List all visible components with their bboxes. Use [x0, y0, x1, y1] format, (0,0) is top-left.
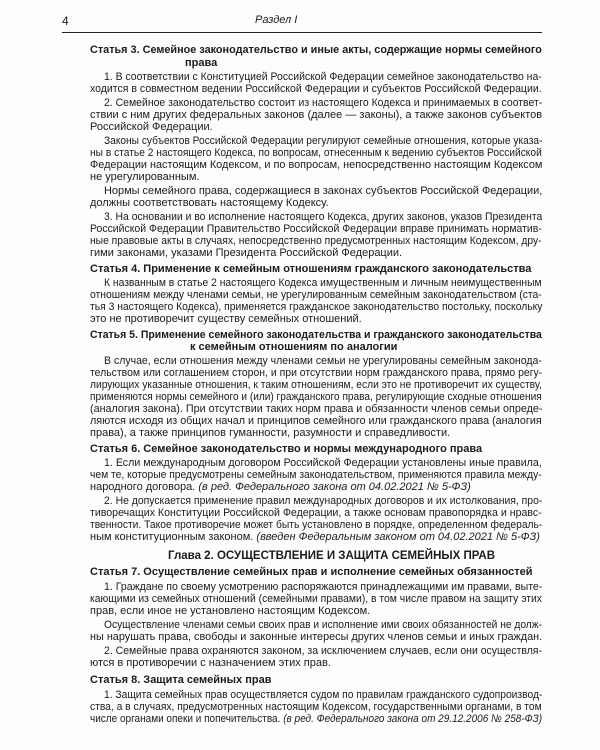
paragraph-line: 1. Граждане по своему усмотрению распоряжаются принадлежащими им правами, выте- [104, 581, 543, 593]
paragraph-line: должны соответствовать настоящему Кодексу. [90, 197, 329, 209]
paragraph-line: 3. На основании и во исполнение настоящего Кодекса, других законов, указов Президента [104, 211, 543, 223]
paragraph-line: К названным в статье 2 настоящего Кодекса имущественным и личным неимущественным [104, 277, 542, 289]
paragraph-line: 2. Не допускается применение правил международных договоров и их истолкования, про- [104, 495, 543, 507]
paragraph-line: лирующих указанные отношения, к таким отношениям, если это не противоречит их существу, [90, 379, 542, 391]
paragraph-line: не урегулированным. [90, 171, 200, 183]
paragraph-line: Федерации настоящим Кодексом, и по вопросам, непосредственно настоящим Кодексом [90, 159, 543, 171]
header-rule [62, 32, 542, 33]
paragraph-line: 1. В соответствии с Конституцией Российской Федерации семейное законодательство на- [104, 71, 542, 83]
paragraph-line: ны нарушать права, свободы и законные интересы других членов семьи и иных граждан. [90, 631, 543, 643]
paragraph-line: права), а также принципов гуманности, разумности и справедливости. [90, 427, 451, 439]
paragraph-line: ны в статье 2 настоящего Кодекса, по вопросам, отнесенным к ведению субъектов Российской [90, 147, 542, 159]
paragraph-line: Законы субъектов Российской Федерации регулируют семейные отношения, которые указа- [104, 135, 543, 147]
paragraph-line: прав, если иное не установлено настоящим Кодексом. [90, 605, 371, 617]
amendment-note: (введен Федеральным законом от 04.02.2021 № 5-ФЗ) [256, 531, 540, 543]
paragraph-line: применяются нормы семейного и (или) гражданского права, регулирующие сходные отношения [90, 391, 542, 403]
paragraph-line: В случае, если отношения между членами семьи не урегулированы семейным законода- [104, 355, 542, 367]
paragraph-line: Осуществление членами семьи своих прав и исполнение ими своих обязанностей не долж- [104, 619, 543, 631]
paragraph-line: Российской Федерации. [90, 121, 213, 133]
paragraph-line: это не противоречит существу семейных отношений. [90, 313, 362, 325]
paragraph-line: Нормы семейного права, содержащиеся в законах субъектов Российской Федерации, [104, 185, 543, 197]
article-5-heading: Статья 5. Применение семейного законодательства и гражданского законодательства [90, 329, 542, 341]
paragraph-line: ствии с ним других федеральных законов (далее — законы), а также законов субъектов [90, 109, 543, 121]
article-3-heading-cont: права [185, 57, 218, 69]
paragraph-line: отношениям между членами семьи, не урегулированным семейным законодательством (ста- [90, 289, 542, 301]
paragraph-line: твенности. Такое противоречие может быть установлено в порядке, определенном федераль- [90, 519, 543, 531]
paragraph-line: тиворечащих Конституции Российской Федерации, а также основам правопорядка и нравс- [90, 507, 542, 519]
page-number: 4 [62, 14, 69, 28]
article-4-heading: Статья 4. Применение к семейным отношениям гражданского законодательства [90, 263, 532, 275]
paragraph-line: ства, а в случаях, предусмотренных настоящим Кодексом, государственными органами, в том [90, 701, 542, 713]
paragraph-line: Российской Федерации Правительство Российской Федерации вправе принимать норматив- [90, 223, 542, 235]
paragraph-line: 2. Семейное законодательство состоит из настоящего Кодекса и принимаемых в соответ- [104, 97, 543, 109]
article-8-heading: Статья 8. Защита семейных прав [90, 674, 272, 686]
paragraph-line [90, 481, 471, 493]
paragraph-line [90, 531, 540, 543]
amendment-note: (в ред. Федерального закона от 29.12.2006 № 258-ФЗ) [283, 713, 543, 725]
article-7-heading: Статья 7. Осуществление семейных прав и исполнение семейных обязанностей [90, 566, 533, 578]
paragraph-line: тья 3 настоящего Кодекса), применяется гражданское законодательство постольку, поскольку [90, 301, 543, 313]
paragraph-text: числе органами опеки и попечительства. [90, 713, 284, 725]
paragraph-line [90, 713, 542, 725]
paragraph-line: ходится в совместном ведении Российской Федерации и субъектов Российской Федерации. [90, 83, 542, 95]
paragraph-text: народного договора. [90, 481, 199, 493]
paragraph-line: ные правовые акты в случаях, непосредственно предусмотренных настоящим Кодексом, дру- [90, 235, 542, 247]
paragraph-line: 1. Защита семейных прав осуществляется судом по правилам гражданского судопроизвод- [104, 689, 543, 701]
article-5-heading-cont: к семейным отношениям по аналогии [190, 341, 398, 353]
paragraph-line: ляются исходя из общих начал и принципов семейного или гражданского права (аналогия [90, 415, 542, 427]
article-3-heading: Статья 3. Семейное законодательство и иные акты, содержащие нормы семейного [90, 44, 542, 56]
chapter-2-title: Глава 2. ОСУЩЕСТВЛЕНИЕ И ЗАЩИТА СЕМЕЙНЫХ ПРАВ [168, 550, 496, 562]
paragraph-line: гими законами, указами Президента Российской Федерации. [90, 247, 403, 259]
paragraph-line: тельством или соглашением сторон, и при отсутствии норм гражданского права, прямо регу- [90, 367, 543, 379]
running-head: Раздел I [255, 14, 298, 26]
amendment-note: (в ред. Федерального закона от 04.02.2021 № 5-ФЗ) [198, 481, 471, 493]
paragraph-line: 1. Если международным договором Российской Федерации установлены иные правила, [104, 457, 542, 469]
article-6-heading: Статья 6. Семейное законодательство и нормы международного права [90, 443, 483, 455]
paragraph-line: 2. Семейные права охраняются законом, за исключением случаев, если они осуществля- [104, 645, 542, 657]
paragraph-line: (аналогия закона). При отсутствии таких норм права и обязанности членов семьи опреде- [90, 403, 543, 415]
paragraph-line: чем те, которые предусмотрены семейным законодательством, применяются правила между- [90, 469, 542, 481]
paragraph-text: ным конституционным законом. [90, 531, 257, 543]
paragraph-line: ются в противоречии с назначением этих прав. [90, 657, 331, 669]
paragraph-line: кающими из семейных отношений (семейными правами), в том числе правом на защиту этих [90, 593, 542, 605]
